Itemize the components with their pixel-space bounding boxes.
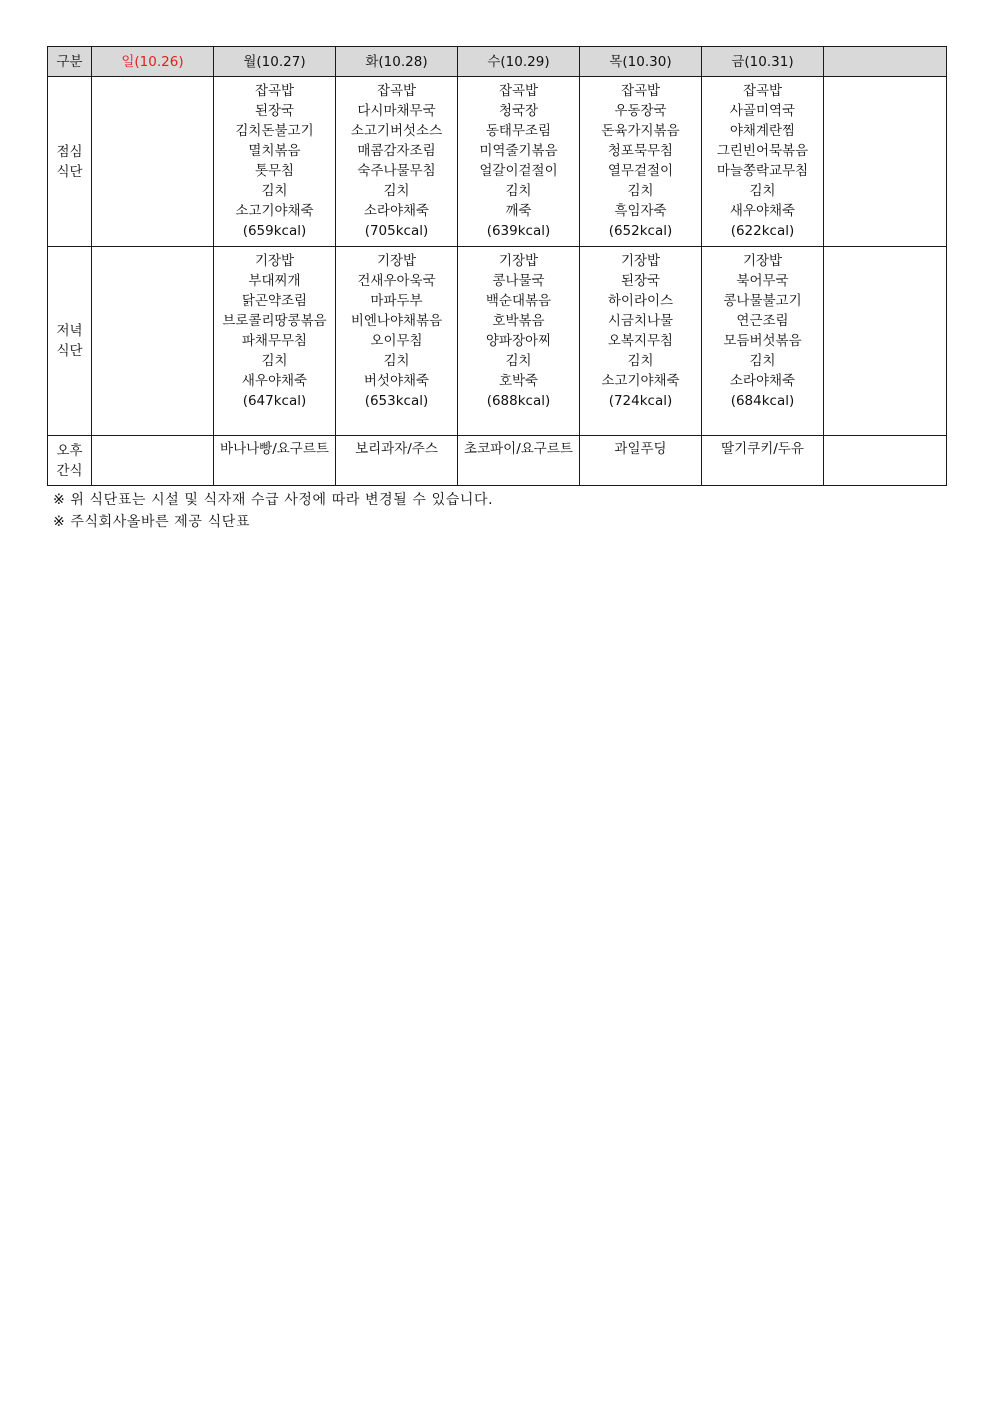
row-label-line: 저녁 — [56, 323, 83, 339]
menu-item: 소라야채죽 — [363, 203, 430, 219]
menu-item: 콩나물불고기 — [723, 293, 802, 309]
snack-cell-tuesday: 보리과자/주스 — [336, 436, 458, 486]
dinner-cell-friday — [702, 247, 824, 436]
menu-item: 양파장아찌 — [485, 333, 552, 349]
menu-item: 소고기버섯소스 — [350, 123, 443, 139]
menu-item: 잡곡밥 — [254, 83, 295, 99]
dinner-cell-blank — [824, 247, 947, 436]
menu-item: 호박죽 — [498, 373, 539, 389]
menu-item: 기장밥 — [498, 253, 539, 269]
lunch-cell-monday — [214, 77, 336, 247]
lunch-row-label — [48, 77, 92, 247]
menu-item: 동태무조림 — [485, 123, 552, 139]
lunch-cell-friday — [702, 77, 824, 247]
menu-item: 소라야채죽 — [729, 373, 796, 389]
menu-item: 마파두부 — [370, 293, 423, 309]
menu-item: (684kcal) — [730, 393, 795, 409]
lunch-cell-tuesday — [336, 77, 458, 247]
menu-item: 흑임자죽 — [614, 203, 667, 219]
row-label-line: 식단 — [56, 163, 83, 180]
menu-item: 오이무침 — [370, 333, 423, 349]
dinner-cell-thursday — [580, 247, 702, 436]
day-header-wednesday: 수(10.29) — [458, 47, 580, 77]
dinner-row — [48, 247, 947, 436]
menu-item: 숙주나물무침 — [357, 163, 436, 179]
menu-item: 얼갈이겉절이 — [479, 163, 558, 179]
menu-item: 김치 — [749, 183, 776, 199]
menu-item: 열무겉절이 — [607, 163, 674, 179]
menu-item: 톳무침 — [254, 163, 295, 179]
menu-item: 김치돈불고기 — [235, 123, 314, 139]
menu-item: 우동장국 — [614, 103, 667, 119]
snack-row — [48, 436, 947, 486]
menu-item: 마늘쫑락교무침 — [716, 163, 809, 179]
dinner-cell-monday — [214, 247, 336, 436]
menu-item: (652kcal) — [608, 223, 673, 239]
snack-cell-blank — [824, 436, 947, 486]
menu-item: 매콤감자조림 — [357, 143, 436, 159]
menu-item: 백순대볶음 — [485, 293, 552, 309]
menu-item: 잡곡밥 — [742, 83, 783, 99]
menu-item: 청포묵무침 — [607, 143, 674, 159]
lunch-cell-wednesday — [458, 77, 580, 247]
menu-item: 돈육가지볶음 — [601, 123, 680, 139]
snack-cell-monday: 바나나빵/요구르트 — [214, 436, 336, 486]
snack-cell-sunday — [92, 436, 214, 486]
menu-item: (647kcal) — [242, 393, 307, 409]
menu-item: 버섯야채죽 — [363, 373, 430, 389]
menu-item: 청국장 — [498, 103, 539, 119]
menu-item: 김치 — [261, 353, 288, 369]
header-row — [48, 47, 947, 77]
row-label-line: 오후 — [56, 442, 83, 459]
menu-item: 김치 — [749, 353, 776, 369]
menu-item: 깨죽 — [505, 203, 532, 219]
menu-item: 모듬버섯볶음 — [723, 333, 802, 349]
menu-item: 된장국 — [620, 273, 661, 289]
menu-item: 하이라이스 — [607, 293, 674, 309]
menu-item: 잡곡밥 — [376, 83, 417, 99]
menu-item: 호박볶음 — [492, 313, 545, 329]
menu-item: 김치 — [505, 353, 532, 369]
menu-item: 북어무국 — [736, 273, 789, 289]
menu-item: 비엔나야채볶음 — [350, 313, 443, 329]
menu-item: 닭곤약조림 — [241, 293, 308, 309]
menu-item: 소고기야채죽 — [235, 203, 314, 219]
dinner-cell-wednesday — [458, 247, 580, 436]
menu-item: 시금치나물 — [607, 313, 674, 329]
menu-item: 부대찌개 — [248, 273, 301, 289]
menu-item: 잡곡밥 — [498, 83, 539, 99]
menu-item: (653kcal) — [364, 393, 429, 409]
menu-item: 김치 — [383, 353, 410, 369]
menu-item: 기장밥 — [376, 253, 417, 269]
day-header-thursday: 목(10.30) — [580, 47, 702, 77]
snack-row-label — [48, 436, 92, 486]
menu-item: 사골미역국 — [729, 103, 796, 119]
day-header-sunday: 일(10.26) — [92, 47, 214, 77]
menu-item: 잡곡밥 — [620, 83, 661, 99]
menu-item: 연근조림 — [736, 313, 789, 329]
menu-item: 김치 — [627, 353, 654, 369]
day-header-tuesday: 화(10.28) — [336, 47, 458, 77]
menu-item: 미역줄기볶음 — [479, 143, 558, 159]
dinner-cell-sunday — [92, 247, 214, 436]
meal-plan-table — [47, 46, 947, 486]
menu-item: 된장국 — [254, 103, 295, 119]
menu-item: 건새우아욱국 — [357, 273, 436, 289]
day-header-monday: 월(10.27) — [214, 47, 336, 77]
menu-item: 다시마채무국 — [357, 103, 436, 119]
snack-cell-thursday: 과일푸딩 — [580, 436, 702, 486]
menu-item: 소고기야채죽 — [601, 373, 680, 389]
snack-cell-wednesday: 초코파이/요구르트 — [458, 436, 580, 486]
row-label-line: 간식 — [56, 462, 83, 479]
menu-item: (688kcal) — [486, 393, 551, 409]
lunch-row — [48, 77, 947, 247]
lunch-cell-blank — [824, 77, 947, 247]
menu-item: 콩나물국 — [492, 273, 545, 289]
menu-item: (639kcal) — [486, 223, 551, 239]
menu-item: 멸치볶음 — [248, 143, 301, 159]
day-header-blank — [824, 47, 947, 77]
lunch-cell-sunday — [92, 77, 214, 247]
menu-item: 김치 — [627, 183, 654, 199]
menu-item: 그린빈어묵볶음 — [716, 143, 809, 159]
menu-item: 야채계란찜 — [729, 123, 796, 139]
lunch-cell-thursday — [580, 77, 702, 247]
menu-item: 김치 — [505, 183, 532, 199]
menu-item: 오복지무침 — [607, 333, 674, 349]
snack-cell-friday: 딸기쿠키/두유 — [702, 436, 824, 486]
menu-item: 기장밥 — [254, 253, 295, 269]
menu-item: 파채무무침 — [241, 333, 308, 349]
category-header: 구분 — [48, 47, 92, 77]
footnotes — [53, 489, 493, 533]
footnote-provider: ※ 주식회사올바른 제공 식단표 — [53, 514, 250, 530]
menu-item: 김치 — [261, 183, 288, 199]
dinner-row-label — [48, 247, 92, 436]
row-label-line: 점심 — [56, 143, 83, 160]
dinner-cell-tuesday — [336, 247, 458, 436]
menu-item: 기장밥 — [742, 253, 783, 269]
footnote-change-notice: ※ 위 식단표는 시설 및 식자재 수급 사정에 따라 변경될 수 있습니다. — [53, 492, 494, 508]
menu-item: 김치 — [383, 183, 410, 199]
menu-item: (622kcal) — [730, 223, 795, 239]
day-header-friday: 금(10.31) — [702, 47, 824, 77]
row-label-line: 식단 — [56, 343, 83, 359]
menu-item: 기장밥 — [620, 253, 661, 269]
menu-item: (659kcal) — [242, 223, 307, 239]
menu-item: 브로콜리땅콩볶음 — [222, 313, 327, 329]
menu-item: (705kcal) — [364, 223, 429, 239]
menu-item: 새우야채죽 — [241, 373, 308, 389]
menu-item: 새우야채죽 — [729, 203, 796, 219]
menu-item: (724kcal) — [608, 393, 673, 409]
